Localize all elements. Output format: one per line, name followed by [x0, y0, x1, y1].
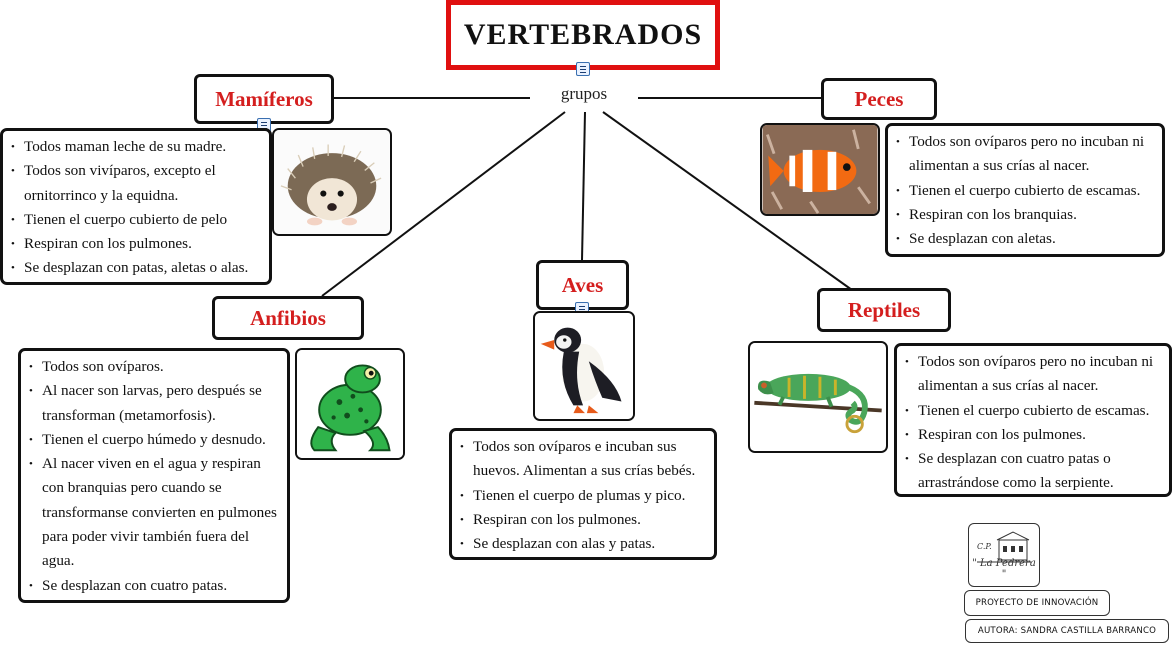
fact-item: • Todos son ovíparos pero no incuban ni alimentan a sus crías al nacer.	[894, 130, 1156, 179]
facts-reptiles	[894, 343, 1172, 497]
fact-item: • Todos maman leche de su madre.	[9, 135, 263, 159]
frog-image	[295, 348, 405, 460]
fact-item: • Respiran con los pulmones.	[9, 232, 263, 256]
note-icon[interactable]	[576, 62, 590, 76]
category-peces[interactable]: Peces	[821, 78, 937, 120]
fact-item: • Todos son ovíparos.	[27, 355, 281, 379]
facts-aves	[449, 428, 717, 560]
clownfish-image	[760, 123, 880, 216]
logo-text: " La Pedrera "	[972, 558, 1036, 580]
category-reptiles[interactable]: Reptiles	[817, 288, 951, 332]
page-title: VERTEBRADOS	[446, 0, 720, 70]
fact-item: • Todos son ovíparos e incuban sus huevos. Alimentan a sus crías bebés.	[458, 435, 708, 484]
category-aves[interactable]: Aves	[536, 260, 629, 310]
fact-item: • Todos son vivíparos, excepto el ornitorrinco y la equidna.	[9, 159, 263, 208]
category-mamiferos[interactable]: Mamíferos	[194, 74, 334, 124]
fact-item: • Al nacer son larvas, pero después se transforman (metamorfosis).	[27, 379, 281, 428]
author-label: AUTORA: SANDRA CASTILLA BARRANCO	[965, 619, 1169, 643]
fact-item: • Respiran con los branquias.	[894, 203, 1156, 227]
chameleon-image	[748, 341, 888, 453]
fact-item: • Se desplazan con cuatro patas.	[27, 574, 281, 598]
fact-item: • Todos son ovíparos pero no incuban ni alimentan a sus crías al nacer.	[903, 350, 1163, 399]
fact-item: • Tienen el cuerpo húmedo y desnudo.	[27, 428, 281, 452]
puffin-image	[533, 311, 635, 421]
facts-mamiferos	[0, 128, 272, 285]
category-anfibios[interactable]: Anfibios	[212, 296, 364, 340]
fact-item: • Se desplazan con alas y patas.	[458, 532, 708, 556]
fact-item: • Tienen el cuerpo cubierto de escamas.	[894, 179, 1156, 203]
fact-item: • Tienen el cuerpo cubierto de escamas.	[903, 399, 1163, 423]
fact-item: • Respiran con los pulmones.	[458, 508, 708, 532]
logo-initials: C.P.	[977, 542, 992, 551]
connector-label: grupos	[536, 84, 632, 108]
project-label: PROYECTO DE INNOVACIÓN	[964, 590, 1110, 616]
fact-item: • Se desplazan con cuatro patas o arrastrándose como la serpiente.	[903, 447, 1163, 496]
fact-item: • Se desplazan con patas, aletas o alas.	[9, 256, 263, 280]
facts-peces	[885, 123, 1165, 257]
facts-anfibios	[18, 348, 290, 603]
fact-item: • Respiran con los pulmones.	[903, 423, 1163, 447]
school-logo	[968, 523, 1040, 587]
fact-item: • Tienen el cuerpo cubierto de pelo	[9, 208, 263, 232]
fact-item: • Tienen el cuerpo de plumas y pico.	[458, 484, 708, 508]
hedgehog-image	[272, 128, 392, 236]
fact-item: • Se desplazan con aletas.	[894, 227, 1156, 251]
fact-item: • Al nacer viven en el agua y respiran con branquias pero cuando se transformanse convierten en pulmones para poder vivir también fuera del agua.	[27, 452, 281, 573]
